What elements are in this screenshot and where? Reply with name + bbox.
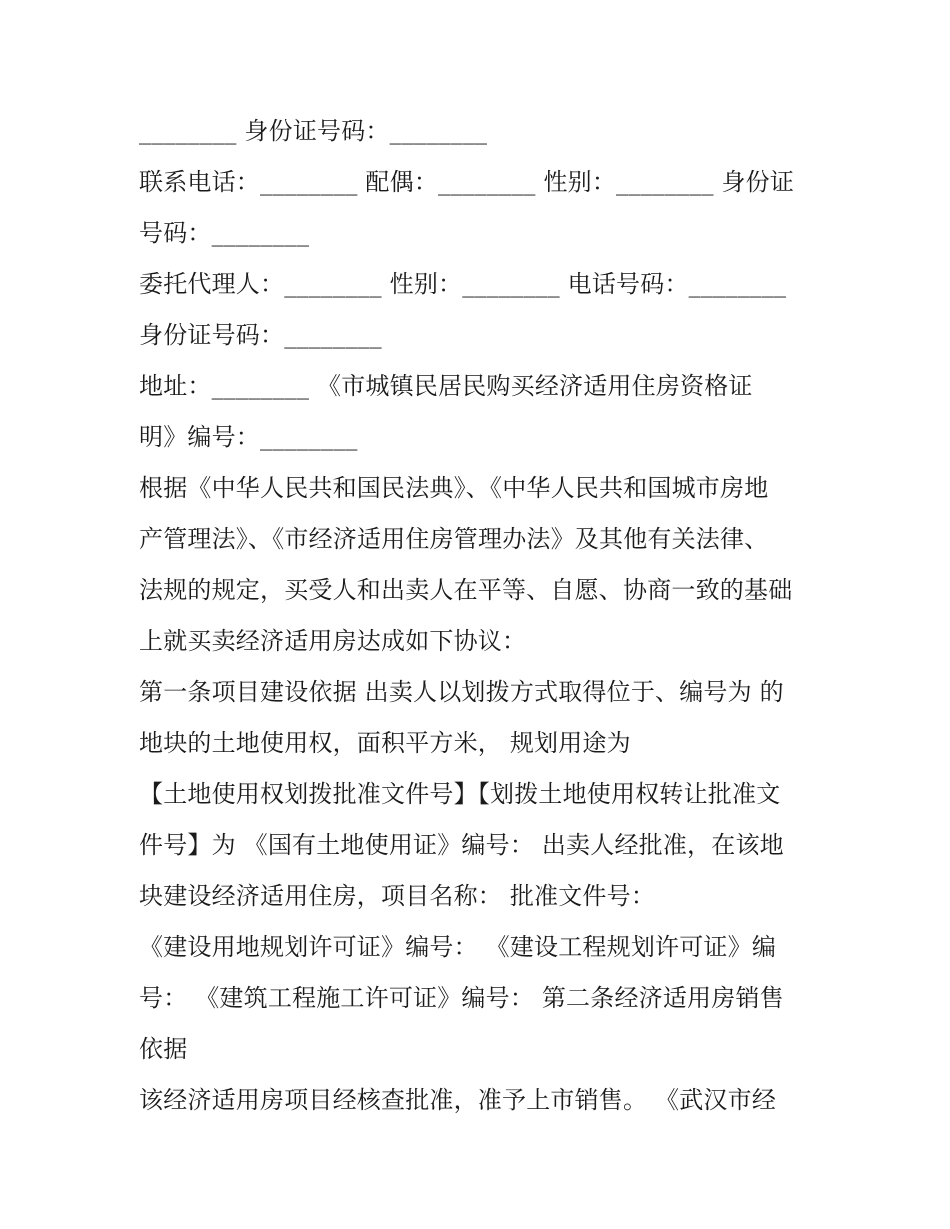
text-line: 号： 《建筑工程施工许可证》编号： 第二条经济适用房销售 [139, 984, 784, 1012]
text-line: 明》编号：________ [139, 423, 358, 451]
text-line: 上就买卖经济适用房达成如下协议： [139, 627, 527, 655]
text-line: 根据《中华人民共和国民法典》、《中华人民共和国城市房地 [139, 474, 769, 502]
text-line: 号码：________ [139, 219, 310, 247]
text-line: 地块的土地使用权，面积平方米， 规划用途为 [139, 729, 631, 757]
text-line: 块建设经济适用住房，项目名称： 批准文件号： [139, 882, 656, 910]
text-line: 委托代理人：________ 性别：________ 电话号码：________ [139, 270, 787, 298]
text-line: ________ 身份证号码：________ [139, 117, 488, 145]
text-line: 该经济适用房项目经核查批准，准予上市销售。 《武汉市经 [139, 1086, 777, 1114]
text-line: 身份证号码：________ [139, 321, 382, 349]
text-line: 法规的规定，买受人和出卖人在平等、自愿、协商一致的基础 [139, 576, 793, 604]
text-line: 第一条项目建设依据 出卖人以划拨方式取得位于、编号为 的 [139, 678, 784, 706]
text-line: 联系电话：________ 配偶：________ 性别：________ 身份证 [139, 168, 795, 196]
text-line: 地址：________ 《市城镇民居民购买经济适用住房资格证 [139, 372, 753, 400]
text-line: 产管理法》、《市经济适用住房管理办法》及其他有关法律、 [139, 525, 769, 553]
text-line: 《建设用地规划许可证》编号： 《建设工程规划许可证》编 [139, 933, 777, 961]
text-line: 件号】为 《国有土地使用证》编号： 出卖人经批准，在该地 [139, 831, 784, 859]
text-line: 【土地使用权划拨批准文件号】【划拨土地使用权转让批准文 [139, 780, 781, 808]
text-line: 依据 [139, 1035, 188, 1063]
document-body [139, 112, 819, 1132]
